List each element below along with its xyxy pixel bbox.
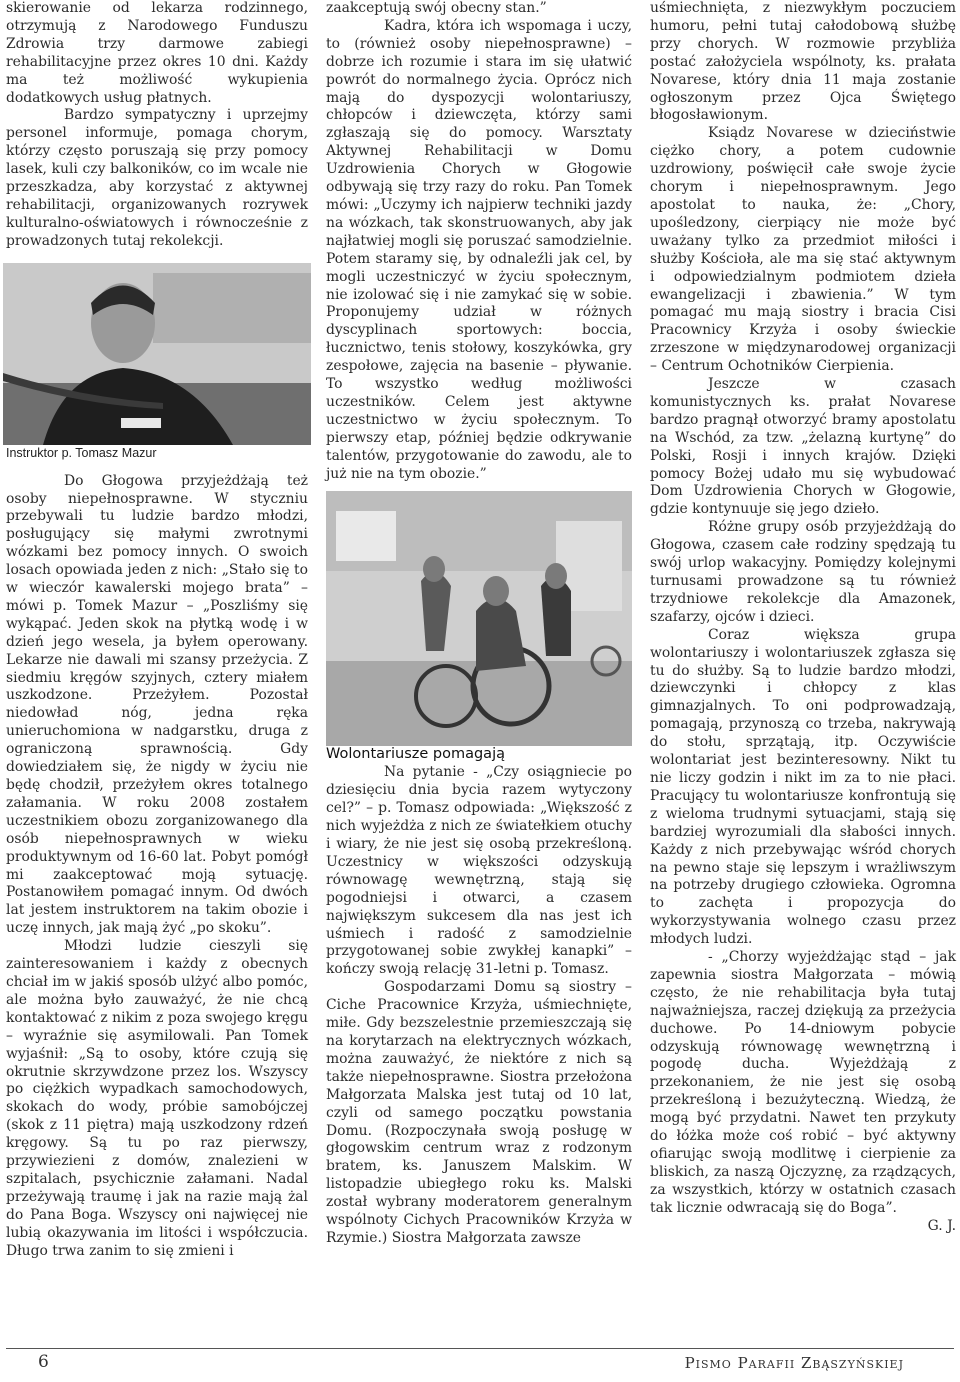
article-column-3 xyxy=(650,0,956,1236)
photo-caption: Wolontariusze pomagają xyxy=(326,746,505,763)
paragraph: Bardzo sympatyczny i uprzejmy personel informuje, pomaga chorym, którzy często poruszają się przy pomocy lasek, kuli czy balkoników, co im wcale nie przeszkadza, aby korzystać z aktywnej rehabilitacji, organizowanych rozrywek kulturalno-oświatowych i równocześnie z prowadzonych tutaj rekolekcji. xyxy=(6,107,308,249)
paragraph: skierowanie od lekarza rodzinnego, otrzymują z Narodowego Funduszu Zdrowia trzy darmowe zabiegi rehabilitacyjne przez okres 10 dni. Każdy ma też możliwość wykupienia dodatkowych usług płatnych. xyxy=(6,0,308,106)
volunteers-photo xyxy=(326,491,632,746)
article-column-2 xyxy=(326,0,632,1248)
paragraph: Ksiądz Novarese w dzieciństwie ciężko chory, a potem cudownie uzdrowiony, poświęcił całe swoje życie chorym i niepełnosprawnym. Jego apostolat to nauka, że: „Chory, upośledzony, cierpiący nie może być uważany tylko za przedmiot miłości i służby Kościoła, ale ma się stać aktywnym i odpowiedzialnym podmiotem dzieła ewangelizacji i zbawienia.” W tym pomagać mu mają siostry i bracia Cisi Pracownicy Krzyża i osoby świeckie zrzeszone w międzynarodowej organizacji – Centrum Ochotników Cierpienia. xyxy=(650,125,956,375)
paragraph: uśmiechnięta, z niezwykłym poczuciem humoru, pełni tutaj całodobową służbę przy chorych. W rozmowie przybliża postać założyciela wspólnoty, ks. prałata Novarese, który dnia 11 maja zostanie ogłoszonym przez Ojca Świętego błogosławionym. xyxy=(650,0,956,124)
instructor-photo xyxy=(3,263,311,445)
footer-rule xyxy=(6,1348,954,1349)
paragraph: Coraz większa grupa wolontariuszy i wolontariuszek zgłasza się tu do służby. Są to ludzie bardzo młodzi, dziewczynki i chłopcy z klas gimnazjalnych. To oni podprowadzają, pomagają, przynoszą co trzeba, nakrywają do stołu, sprzątają, itp. Oczywiście wolontariat jest bezinteresowny. Nikt tu nie liczy godzin i nikt im za to nie płaci. Pracujący tu wolontariusze konfrontują się z wieloma trudnymi sytuacjami, stają się bardziej wyrozumiali dla słabości innych. Każdy z nich przebywając wśród chorych na pewno staje się lepszym i wrażliwszym na potrzeby drugiego człowieka. Ogromna to zachęta i propozycja do wykorzystywania wolnego czasu przez młodych ludzi. xyxy=(650,626,956,948)
paragraph: Różne grupy osób przyjeżdżają do Głogowa, czasem całe rodziny spędzają tu swój urlop wakacyjny. Pomiędzy kolejnymi turnusami prowadzone są tu również trzydniowe rekolekcje dla Amazonek, szafarzy, ojców i dzieci. xyxy=(650,519,956,625)
author-signature: G. J. xyxy=(927,1217,956,1234)
paragraph: Gospodarzami Domu są siostry – Ciche Pracownice Krzyża, uśmiechnięte, miłe. Gdy bezszelestnie przemieszczają się na korytarzach na elektrycznych wózkach, można zauważyć, że niektóre z nich są także niepełnosprawne. Siostra przełożona Małgorzata Malska jest tutaj od 10 lat, czyli od samego początku powstania Domu. (Rozpoczynała swoją posługę w głogowskim centrum wraz z rodzonym bratem, ks. Januszem Malskim. W listopadzie ubiegłego roku ks. Malski został wybrany moderatorem generalnym wspólnoty Cichych Pracowników Krzyża w Rzymie.) Siostra Małgorzata zawsze xyxy=(326,979,632,1246)
article-column-1 xyxy=(6,0,308,1260)
paragraph: Młodzi ludzie cieszyli się zainteresowaniem i każdy z obecnych chciał im w jakiś sposób ulżyć albo pomóc, ale można było zauważyć, że nie chcą kontaktować z nikim z poza swojego kręgu – wyraźnie się asymilowali. Pan Tomek wyjaśnił: „Są to osoby, które czują się okrutnie skrzywdzone przez los. Wszyscy po ciężkich wypadkach samochodowych, skokach do wody, próbie samobójczej (skok z 11 piętra) mają uszkodzony rdzeń kręgowy. Są tu po raz pierwszy, przywiezieni z domów, znalezieni w szpitalach, psychicznie załamani. Nadal przeżywają traumę i jak na razie mają żal do Pana Boga. Wszyscy oni najwięcej nie lubią okazywania im litości i współczucia. Długo trwa zanim to się zmieni i xyxy=(6,938,308,1259)
photo-caption: Instruktor p. Tomasz Mazur xyxy=(6,445,157,460)
page-number: 6 xyxy=(38,1352,49,1372)
paragraph: Do Głogowa przyjeżdżają też osoby niepełnosprawne. W styczniu przebywali tu ludzie bardzo młodzi, posługujący się małymi zwrotnymi wózkami bez pomocy innych. O swoich losach opowiada jeden z nich: „Stało się to w wieczór kawalerski mojego brata” – mówi p. Tomek Mazur – „Poszliśmy się wykąpać. Jeden skok na płytką wodę i w dzień jego wesela, ja byłem operowany. Lekarze nie dawali mi szansy przeżycia. Z siedmiu kręgów szyjnych, cztery miałem uszkodzone. Przeżyłem. Pozostał niedowład nóg, jedna ręka unieruchomiona w nadgarstku, druga z ograniczoną sprawnością. Gdy dowiedziałem się, że nigdy w życiu nie będę chodził, przeżyłem okres totalnego załamania. W roku 2008 zostałem uczestnikiem obozu zorganizowanego dla osób niepełnosprawnych w wieku produktywnym od 16-60 lat. Pobyt pomógł mi zaakceptować moją sytuację. Postanowiłem pomagać innym. Od dwóch lat jestem instruktorem na takim obozie i uczę innych, jak mają żyć „po skoku”. xyxy=(6,472,308,937)
instructor-photo-image xyxy=(3,263,311,445)
paragraph: zaakceptują swój obecny stan.” xyxy=(326,0,547,16)
paragraph: Jeszcze w czasach komunistycznych ks. prałat Novarese bardzo pragnął otworzyć bramy apostolatu na Wschód, za tzw. „żelazną kurtynę” do Polski, Rosji i innych krajów. Dzięki pomocy Bożej udało mu się wybudować Dom Uzdrowienia Chorych w Głogowie, gdzie kontynuuje się jego dzieło. xyxy=(650,376,956,518)
paragraph: Na pytanie - „Czy osiągniecie po dziesięciu dnia bycia razem wytyczony cel?” – p. Tomasz odpowiada: „Większość z nich wyjeżdża z nich ze światełkiem otuchy i wiary, że nie jest się osobą przekreśloną. Uczestnicy w większości odzyskują równowagę wewnętrzną, stają się pogodniejsi i otwarci, a czasem największym sukcesem dla nas jest ich uśmiech i radość z samodzielnie przygotowanej sobie zwykłej kanapki” – kończy swoją relację 31-letni p. Tomasz. xyxy=(326,764,632,978)
paragraph: Kadra, która ich wspomaga i uczy, to (również osoby niepełnosprawne) – dobrze ich rozumie i stara im się ułatwić powrót do normalnego życia. Oprócz nich mają do dyspozycji wolontariuszy, chłopców i dziewczęta, którzy sami zgłaszają się do pomocy. Warsztaty Aktywnej Rehabilitacji w Domu Uzdrowienia Chorych w Głogowie odbywają się trzy razy do roku. Pan Tomek mówi: „Uczymy ich najpierw techniki jazdy na wózkach, tak skonstruowanych, aby jak najłatwiej mogli się poruszać samodzielnie. Potem staramy się, by odnaleźli jak cel, by mogli uczestniczyć w życiu społecznym, nie izolować się i nie zamykać się w sobie. Proponujemy udział w różnych dyscyplinach sportowych: boccia, łucznictwo, tenis stołowy, koszykówka, gry zespołowe, zajęcia na basenie – pływanie. To wszystko według możliwości uczestników. Celem jest aktywne uczestnictwo w życiu społecznym. To pierwszy etap, później będzie odkrywanie talentów, przygotowanie do zawodu, ale to już nie na tym obozie.” xyxy=(326,17,632,482)
volunteers-photo-image xyxy=(326,491,632,746)
publication-name: Pismo Parafii Zbąszyńskiej xyxy=(684,1354,904,1372)
paragraph: - „Chorzy wyjeżdżając stąd – jak zapewnia siostra Małgorzata – mówią często, że nie rehabilitacja była tutaj najważniejsza, raczej dziękują za przeżycia duchowe. Po 14-dniowym pobycie odzyskują równowagę wewnętrzną i pogodę ducha. Wyjeżdżają z przekonaniem, że nie jest się osobą przekreśloną i bezużyteczną. Wiedzą, że mogą być przydatni. Nawet ten przykuty do łóżka może coś robić – być aktywny ofiarując swoją modlitwę i cierpienie za bliskich, za naszą Ojczyznę, za rządzących, za wszystkich, którzy w ostatnich czasach tak licznie odwracają się do Boga”. xyxy=(650,949,956,1216)
